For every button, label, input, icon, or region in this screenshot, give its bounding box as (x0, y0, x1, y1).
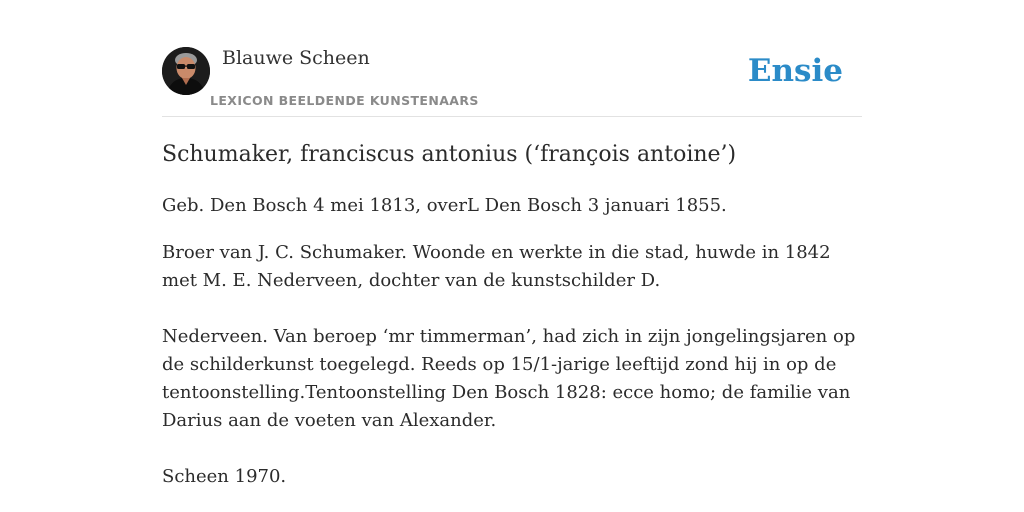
article-paragraph: Broer van J. C. Schumaker. Woonde en werkte in die stad, huwde in 1842 met M. E. Nederveen, dochter van de kunstschilder D. (162, 242, 831, 291)
article-paragraph: Geb. Den Bosch 4 mei 1813, overL Den Bosch 3 januari 1855. (162, 195, 727, 216)
article (162, 139, 862, 491)
article-paragraph: Scheen 1970. (162, 466, 287, 487)
author-avatar[interactable] (162, 47, 210, 95)
page-header (162, 46, 862, 117)
brand-logo[interactable]: Ensie (747, 53, 843, 89)
collection-label[interactable]: LEXICON BEELDENDE KUNSTENAARS (210, 93, 479, 108)
article-title: Schumaker, franciscus antonius (‘françois antoine’) (162, 142, 737, 167)
author-name[interactable]: Blauwe Scheen (222, 47, 370, 69)
avatar-photo (162, 47, 210, 95)
article-paragraph: Nederveen. Van beroep ‘mr timmerman’, had zich in zijn jongelingsjaren op de schilderkunst toegelegd. Reeds op 15/1-jarige leeftijd zond hij in op de tentoonstelling.Tentoonstelling Den Bosch 1828: ecce homo; de familie van Darius aan de voeten van Alexander. (162, 326, 856, 431)
